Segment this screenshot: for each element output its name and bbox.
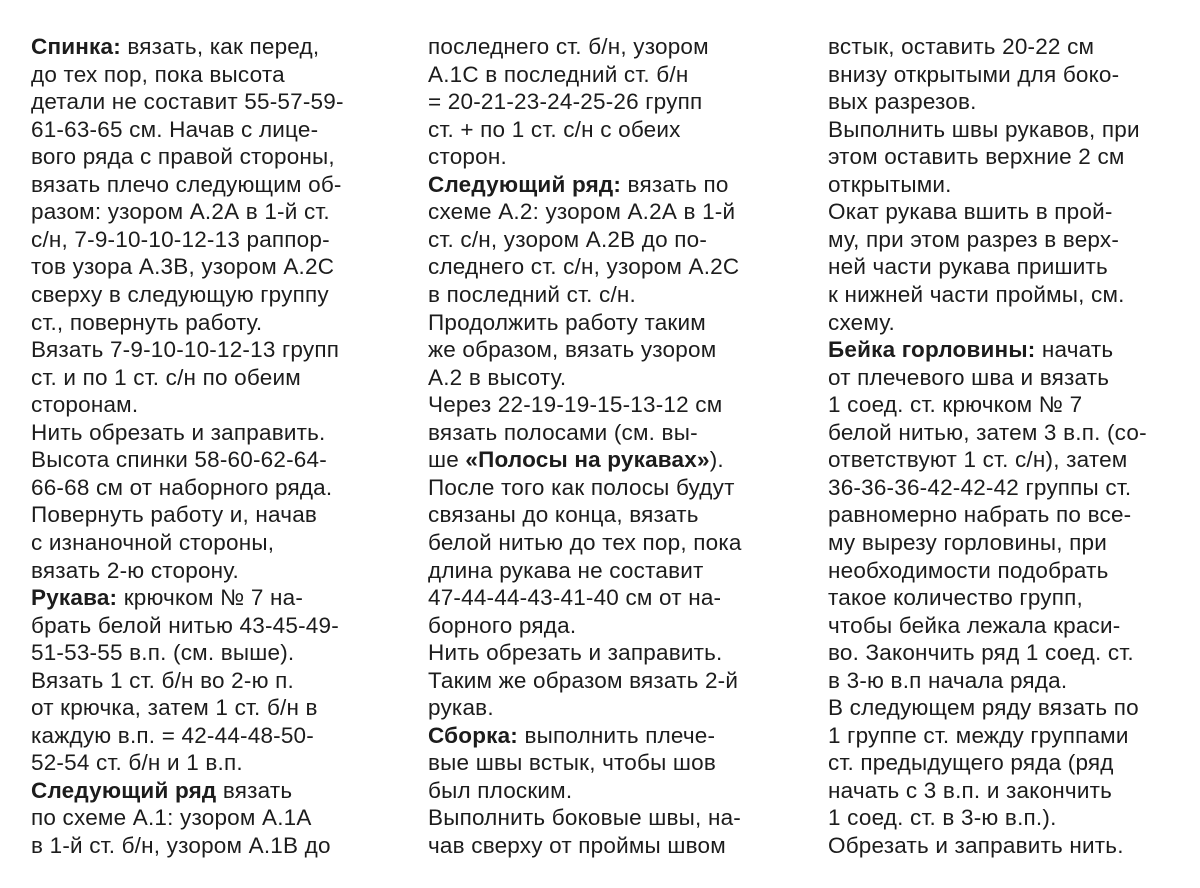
text-line [828, 61, 1119, 88]
text-line [428, 446, 724, 473]
text-run: чав сверху от проймы швом [428, 833, 726, 858]
text-line [428, 336, 716, 363]
text-line [31, 198, 330, 225]
text-run: Выполнить швы рукавов, при [828, 116, 1140, 142]
text-run: Таким же образом вязать 2-й [428, 667, 739, 693]
text-run: с/н, 7-9-10-10-12-13 раппор- [31, 226, 330, 252]
text-run: Вязать 1 ст. б/н во 2-ю п. [31, 667, 294, 693]
text-line [828, 198, 1113, 225]
text-line [31, 364, 301, 391]
text-line [31, 667, 294, 694]
text-line [428, 419, 698, 446]
text-line [31, 501, 317, 528]
text-run: в 3-ю в.п начала ряда. [828, 667, 1068, 693]
text-line [428, 612, 576, 639]
text-run: Нить обрезать и заправить. [428, 640, 723, 666]
text-line [828, 309, 895, 336]
text-run: му вырезу горловины, при [828, 529, 1107, 555]
text-run: крючком № 7 на- [117, 585, 304, 610]
text-run: к нижней части проймы, см. [828, 282, 1125, 307]
text-line [828, 749, 1114, 776]
text-run: 36-36-36-42-42-42 группы ст. [828, 474, 1132, 500]
text-run: открытыми. [828, 171, 952, 197]
text-run: ст. + по 1 ст. с/н с обеих [428, 116, 681, 142]
text-run: = 20-21-23-24-25-26 групп [428, 89, 703, 115]
text-line [428, 804, 741, 831]
text-run: схеме А.2: узором А.2А в 1-й [428, 199, 736, 225]
text-line [31, 33, 319, 60]
text-line [31, 253, 334, 280]
text-line [828, 33, 1094, 60]
text-run: во. Закончить ряд 1 соед. ст. [828, 640, 1134, 666]
text-line [828, 226, 1119, 253]
text-run: в 1-й ст. б/н, узором А.1В до [31, 833, 331, 858]
text-run: ше [428, 447, 466, 473]
text-line [828, 722, 1129, 749]
text-line [31, 446, 327, 473]
bold-heading: Бейка горловины: [828, 337, 1036, 363]
text-run: му, при этом разрез в верх- [828, 226, 1120, 252]
text-run: разом: узором А.2А в 1-й ст. [31, 199, 330, 225]
text-run: вых разрезов. [828, 89, 977, 115]
text-line [31, 804, 312, 831]
text-line [31, 226, 330, 253]
text-run: А.2 в высоту. [428, 364, 567, 390]
text-run: вязать 2-ю сторону. [31, 557, 239, 583]
text-run: Через 22-19-19-15-13-12 см [428, 392, 723, 418]
text-line [428, 639, 723, 666]
text-run: вые швы встык, чтобы шов [428, 750, 717, 776]
text-run: рукав. [428, 695, 494, 721]
text-run: ст., повернуть работу. [31, 309, 263, 335]
text-line [428, 116, 681, 143]
text-line [828, 116, 1140, 143]
text-line [31, 391, 138, 418]
text-line [828, 364, 1109, 391]
text-run: связаны до конца, вязать [428, 502, 699, 528]
text-line [828, 446, 1127, 473]
text-line [31, 749, 243, 776]
text-run: Повернуть работу и, начав [31, 502, 318, 528]
bold-heading: Спинка: [31, 34, 121, 59]
text-line [828, 281, 1125, 308]
text-run: 1 группе ст. между группами [828, 722, 1129, 748]
text-line [428, 694, 494, 721]
text-run: вязать полосами (см. вы- [428, 419, 698, 445]
text-line [428, 88, 702, 115]
text-line [828, 143, 1125, 170]
text-run: вязать по [621, 171, 729, 197]
text-line [428, 253, 739, 280]
text-line [428, 722, 715, 749]
text-line [828, 501, 1131, 528]
text-run: с изнаночной стороны, [31, 529, 275, 555]
text-line [828, 639, 1134, 666]
text-line [31, 639, 294, 666]
text-run: сторонам. [31, 392, 139, 418]
text-line [31, 116, 318, 143]
text-run: был плоским. [428, 777, 573, 803]
text-run: схему. [828, 309, 895, 335]
text-run: ответствуют 1 ст. с/н), затем [828, 447, 1128, 473]
text-run: по схеме А.1: узором А.1А [31, 805, 312, 831]
text-line [31, 612, 339, 639]
text-run: 1 соед. ст. крючком № 7 [828, 392, 1083, 418]
text-run: Высота спинки 58-60-62-64- [31, 447, 327, 473]
bold-heading: Сборка: [428, 722, 519, 748]
text-line [31, 832, 331, 859]
text-run: до тех пор, пока высота [31, 61, 285, 87]
text-run: от плечевого шва и вязать [828, 364, 1110, 390]
text-line [428, 143, 507, 170]
text-run: в последний ст. с/н. [428, 282, 636, 307]
text-line [428, 309, 706, 336]
bold-heading: «Полосы на рукавах» [465, 447, 710, 473]
text-line [31, 61, 285, 88]
text-line [828, 88, 977, 115]
text-run: же образом, вязать узором [428, 337, 717, 363]
text-run: последнего ст. б/н, узором [428, 34, 709, 59]
text-line [428, 364, 566, 391]
text-line [428, 777, 572, 804]
text-run: ней части рукава пришить [828, 254, 1108, 280]
text-line [428, 281, 636, 308]
text-line [31, 694, 318, 721]
text-line [31, 529, 274, 556]
bold-heading: Следующий ряд [31, 777, 217, 803]
text-line [828, 253, 1108, 280]
text-line [828, 171, 952, 198]
text-line [828, 777, 1112, 804]
text-run: белой нитью, затем 3 в.п. (со- [828, 419, 1147, 445]
text-run: ст. и по 1 ст. с/н по обеим [31, 364, 301, 390]
text-run: В следующем ряду вязать по [828, 695, 1139, 721]
text-run: А.1С в последний ст. б/н [428, 61, 689, 87]
text-run: ). [709, 447, 724, 473]
text-line [828, 474, 1131, 501]
text-line [428, 557, 704, 584]
text-run: 61-63-65 см. Начав с лице- [31, 116, 319, 142]
text-run: вязать [216, 777, 293, 803]
text-line [428, 226, 707, 253]
text-run: сторон. [428, 144, 507, 170]
text-line [428, 171, 729, 198]
text-run: встык, оставить 20-22 см [828, 34, 1095, 59]
text-run: вого ряда с правой стороны, [31, 144, 335, 170]
text-run: сверху в следующую группу [31, 282, 329, 307]
text-line [31, 309, 262, 336]
text-run: следнего ст. с/н, узором А.2С [428, 254, 740, 280]
text-line [31, 474, 332, 501]
text-line [428, 584, 721, 611]
text-line [428, 391, 722, 418]
text-run: от крючка, затем 1 ст. б/н в [31, 695, 318, 721]
text-run: каждую в.п. = 42-44-48-50- [31, 722, 314, 748]
text-run: такое количество групп, [828, 585, 1083, 610]
text-run: Обрезать и заправить нить. [828, 833, 1124, 858]
text-line [428, 474, 735, 501]
text-line [828, 832, 1124, 859]
text-line [828, 584, 1083, 611]
text-run: внизу открытыми для боко- [828, 61, 1120, 87]
text-line [828, 557, 1109, 584]
text-line [828, 336, 1113, 363]
text-run: ст. с/н, узором А.2В до по- [428, 226, 708, 252]
text-line [428, 61, 688, 88]
text-line [428, 501, 699, 528]
bold-heading: Следующий ряд: [428, 171, 622, 197]
text-run: начать с 3 в.п. и закончить [828, 777, 1113, 803]
text-run: ст. предыдущего ряда (ряд [828, 750, 1114, 776]
text-line [428, 832, 726, 859]
text-run: Выполнить боковые швы, на- [428, 805, 741, 831]
text-line [31, 281, 329, 308]
text-line [31, 336, 339, 363]
text-line [828, 529, 1107, 556]
text-run: 47-44-44-43-41-40 см от на- [428, 585, 722, 610]
text-run: Нить обрезать и заправить. [31, 419, 326, 445]
text-run: Продолжить работу таким [428, 309, 706, 335]
text-line [31, 777, 292, 804]
text-line [31, 143, 335, 170]
bold-heading: Рукава: [31, 585, 118, 610]
text-run: Вязать 7-9-10-10-12-13 групп [31, 337, 340, 363]
text-run: 1 соед. ст. в 3-ю в.п.). [828, 805, 1057, 831]
text-line [428, 198, 735, 225]
text-run: борного ряда. [428, 612, 577, 638]
text-run: необходимости подобрать [828, 557, 1109, 583]
text-run: вязать, как перед, [120, 34, 320, 59]
text-line [428, 529, 742, 556]
text-line [828, 612, 1120, 639]
text-line [428, 749, 716, 776]
text-run: тов узора А.3В, узором А.2С [31, 254, 335, 280]
text-line [31, 419, 326, 446]
text-line [828, 667, 1067, 694]
text-line [828, 391, 1082, 418]
text-run: брать белой нитью 43-45-49- [31, 612, 339, 638]
text-run: равномерно набрать по все- [828, 502, 1132, 528]
text-line [428, 667, 738, 694]
text-run: выполнить плече- [518, 722, 716, 748]
text-line [828, 804, 1057, 831]
text-run: детали не составит 55-57-59- [31, 89, 344, 115]
text-run: После того как полосы будут [428, 474, 735, 500]
text-line [828, 419, 1147, 446]
text-run: 66-68 см от наборного ряда. [31, 474, 333, 500]
text-run: 51-53-55 в.п. (см. выше). [31, 640, 295, 666]
text-line [31, 722, 314, 749]
text-run: белой нитью до тех пор, пока [428, 529, 742, 555]
text-run: начать [1035, 337, 1114, 363]
text-run: 52-54 ст. б/н и 1 в.п. [31, 750, 243, 776]
text-run: этом оставить верхние 2 см [828, 144, 1125, 170]
text-run: длина рукава не составит [428, 557, 704, 583]
text-run: вязать плечо следующим об- [31, 171, 342, 197]
text-run: Окат рукава вшить в прой- [828, 199, 1113, 225]
text-line [31, 557, 239, 584]
text-line [31, 584, 303, 611]
text-line [31, 171, 342, 198]
text-line [428, 33, 709, 60]
text-line [828, 694, 1139, 721]
text-line [31, 88, 344, 115]
text-run: чтобы бейка лежала краси- [828, 612, 1121, 638]
